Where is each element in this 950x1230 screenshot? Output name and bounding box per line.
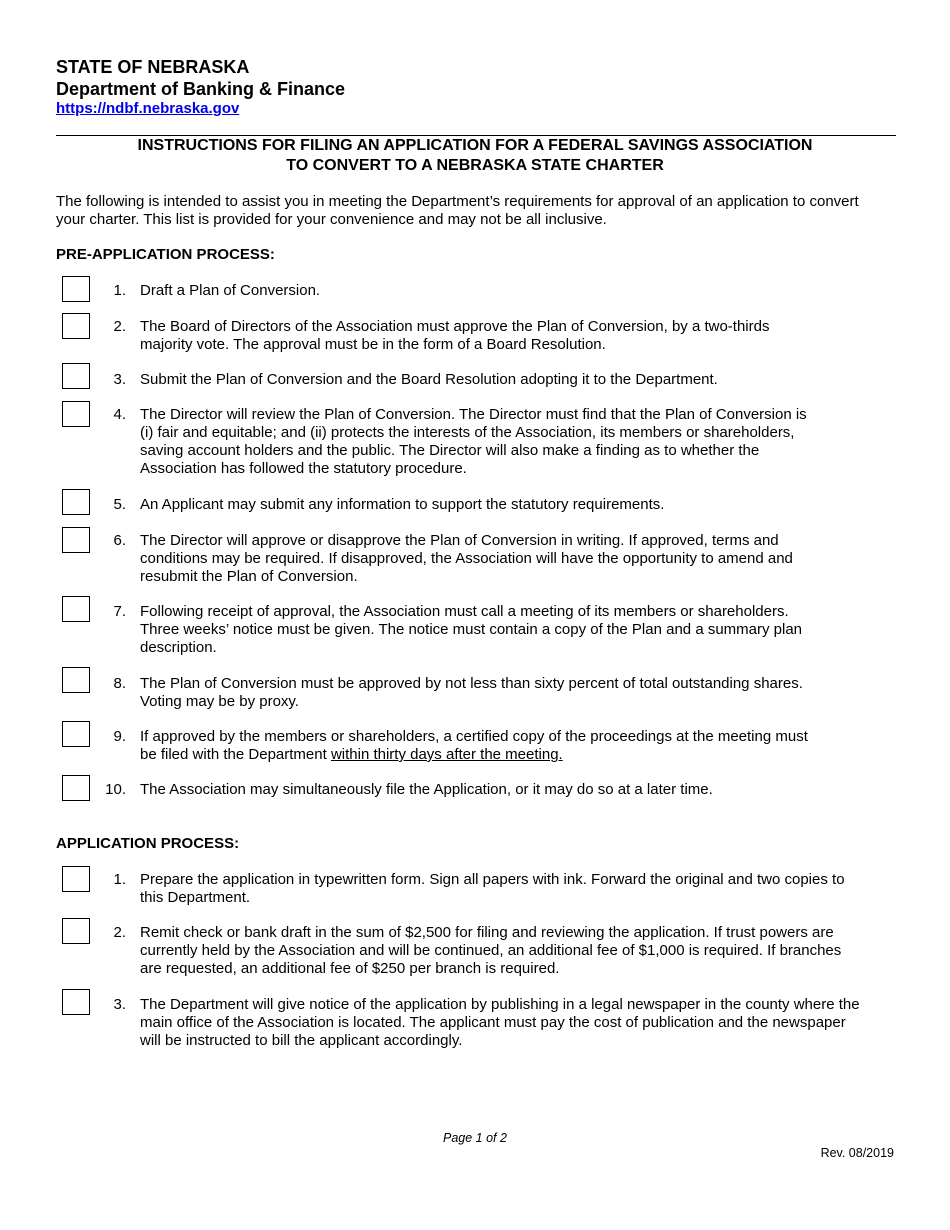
- pre-item-1-number: 1.: [113, 282, 126, 299]
- pre-item-6-checkbox[interactable]: [62, 527, 90, 553]
- pre-item-9-checkbox[interactable]: [62, 721, 90, 747]
- app-item-1-number: 1.: [113, 871, 126, 888]
- app-item-1-text: Prepare the application in typewritten form. Sign all papers with ink. Forward the original and two copies to this Department.: [140, 871, 845, 906]
- pre-item-2-checkbox[interactable]: [62, 313, 90, 339]
- intro-paragraph: [56, 193, 901, 229]
- pre-item-8-text: The Plan of Conversion must be approved by not less than sixty percent of total outstanding shares. Voting may be by proxy.: [140, 675, 803, 710]
- pre-item-3-text: Submit the Plan of Conversion and the Board Resolution adopting it to the Department.: [140, 371, 718, 388]
- pre-item-3-checkbox[interactable]: [62, 363, 90, 389]
- pre-item-7-number: 7.: [113, 603, 126, 620]
- app-item-1-checkbox[interactable]: [62, 866, 90, 892]
- title-line-1: INSTRUCTIONS FOR FILING AN APPLICATION FOR A FEDERAL SAVINGS ASSOCIATION: [137, 137, 813, 154]
- pre-item-2-text: The Board of Directors of the Association must approve the Plan of Conversion, by a two-thirds majority vote. The approval must be in the form of a Board Resolution.: [140, 318, 770, 353]
- state-name: STATE OF NEBRASKA: [56, 57, 250, 77]
- app-item-2-number: 2.: [113, 924, 126, 941]
- pre-item-8-number: 8.: [113, 675, 126, 692]
- pre-item-8-checkbox[interactable]: [62, 667, 90, 693]
- pre-item-10-number: 10.: [105, 781, 126, 798]
- pre-item-5-text: An Applicant may submit any information to support the statutory requirements.: [140, 496, 665, 513]
- department-website-link[interactable]: https://ndbf.nebraska.gov: [56, 100, 240, 117]
- pre-item-7-checkbox[interactable]: [62, 596, 90, 622]
- pre-item-1-text: Draft a Plan of Conversion.: [140, 282, 321, 299]
- pre-item-5-number: 5.: [113, 496, 126, 513]
- document-title: [56, 136, 894, 176]
- page-number: Page 1 of 2: [443, 1131, 507, 1145]
- pre-item-4-number: 4.: [113, 406, 126, 423]
- pre-item-4-text: The Director will review the Plan of Conversion. The Director must find that the Plan of Conversion is (i) fair and equitable; and (ii) protects the interests of the Association, its members or shareholders, saving account holders and the public. The Director will also make a finding as to whether the Association has followed the statutory procedure.: [140, 406, 807, 477]
- pre-item-9-text: If approved by the members or shareholders, a certified copy of the proceedings at the meeting must be filed with the Department within thirty days after the meeting.: [140, 728, 808, 763]
- pre-item-6-text: The Director will approve or disapprove the Plan of Conversion in writing. If approved, terms and conditions may be required. If disapproved, the Association will have the opportunity to amend and resubmit the Plan of Conversion.: [140, 532, 793, 585]
- pre-item-2-number: 2.: [113, 318, 126, 335]
- app-item-3-text: The Department will give notice of the application by publishing in a legal newspaper in the county where the main office of the Association is located. The applicant must pay the cost of publication and the newspaper will be instructed to bill the applicant accordingly.: [140, 996, 860, 1049]
- app-item-3-checkbox[interactable]: [62, 989, 90, 1015]
- pre-item-7-text: Following receipt of approval, the Association must call a meeting of its members or shareholders. Three weeks’ notice must be given. The notice must contain a copy of the Plan and a summary plan description.: [140, 603, 803, 656]
- title-line-2: TO CONVERT TO A NEBRASKA STATE CHARTER: [286, 157, 664, 174]
- deadline-underlined-text: within thirty days after the meeting.: [330, 746, 563, 763]
- pre-item-10-checkbox[interactable]: [62, 775, 90, 801]
- department-name: Department of Banking & Finance: [56, 79, 346, 99]
- pre-application-heading: PRE-APPLICATION PROCESS:: [56, 246, 275, 263]
- pre-item-1-checkbox[interactable]: [62, 276, 90, 302]
- pre-item-4-checkbox[interactable]: [62, 401, 90, 427]
- pre-item-10-text: The Association may simultaneously file the Application, or it may do so at a later time.: [140, 781, 713, 798]
- app-item-2-checkbox[interactable]: [62, 918, 90, 944]
- intro-line-1: The following is intended to assist you in meeting the Department’s requirements for approval of an application to convert: [56, 193, 859, 210]
- revision-date: Rev. 08/2019: [820, 1146, 894, 1160]
- pre-item-3-number: 3.: [113, 371, 126, 388]
- app-item-2-text: Remit check or bank draft in the sum of $2,500 for filing and reviewing the application. If trust powers are currently held by the Association and will be continued, an additional fee of $1,000 is required. If branches are requested, an additional fee of $250 per branch is required.: [140, 924, 842, 977]
- pre-item-6-number: 6.: [113, 532, 126, 549]
- pre-item-5-checkbox[interactable]: [62, 489, 90, 515]
- app-item-3-number: 3.: [113, 996, 126, 1013]
- intro-line-2: your charter. This list is provided for your convenience and may not be all inclusive.: [56, 211, 607, 228]
- application-heading: APPLICATION PROCESS:: [56, 835, 240, 852]
- pre-item-9-number: 9.: [113, 728, 126, 745]
